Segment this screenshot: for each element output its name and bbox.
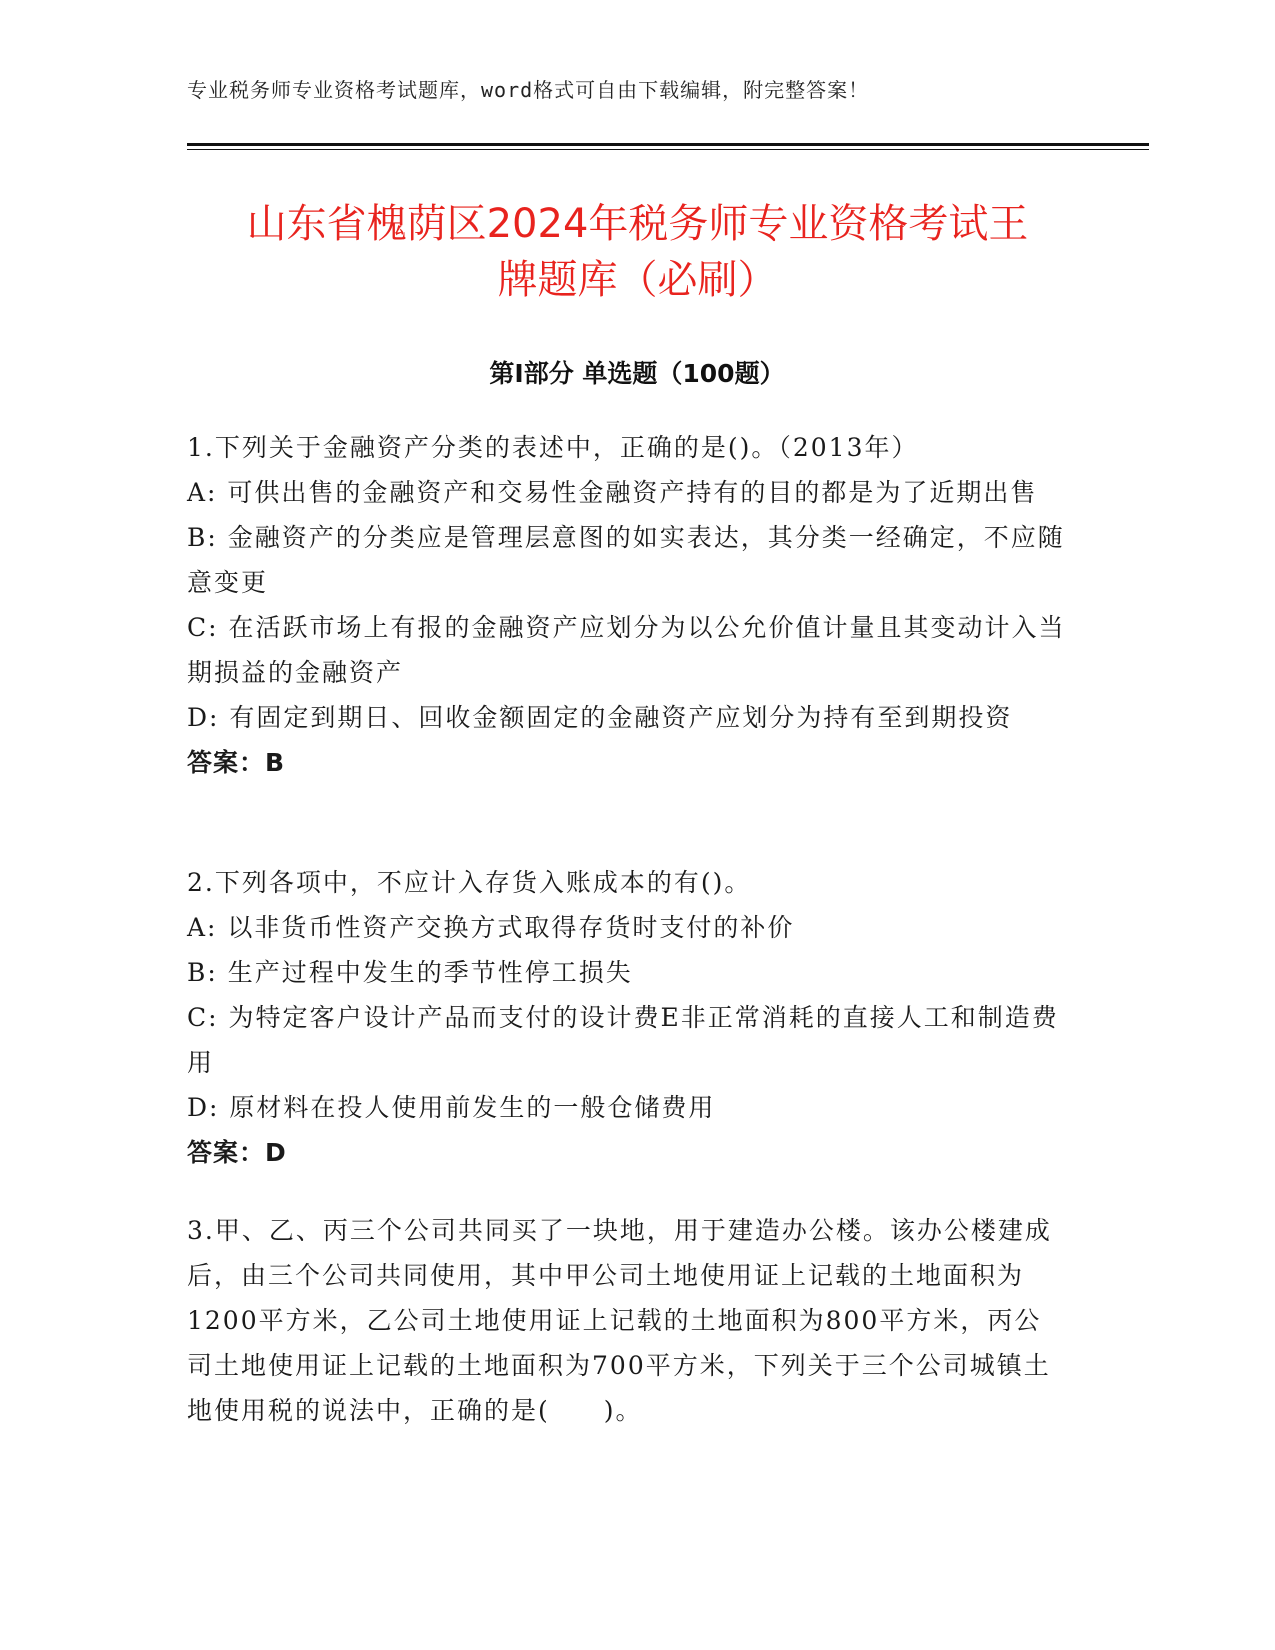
- question-3: [187, 1208, 1067, 1433]
- document-title-line-2: 牌题库（必刷）: [497, 257, 778, 303]
- option-d: D: 有固定到期日、回收金额固定的金融资产应划分为持有至到期投资: [187, 703, 1013, 732]
- option-d: D: 原材料在投人使用前发生的一般仓储费用: [187, 1093, 716, 1122]
- answer-label: 答案：D: [187, 1138, 287, 1167]
- option-a: A: 以非货币性资产交换方式取得存货时支付的补价: [187, 913, 795, 942]
- option-a: A: 可供出售的金融资产和交易性金融资产持有的目的都是为了近期出售: [187, 478, 1038, 507]
- option-b: B: 生产过程中发生的季节性停工损失: [187, 958, 633, 987]
- document-title: [160, 196, 1115, 308]
- header-note: 专业税务师专业资格考试题库，word格式可自由下载编辑，附完整答案！: [187, 78, 870, 102]
- header-divider-thin: [187, 149, 1149, 150]
- question-2: [187, 860, 1067, 1175]
- answer-label: 答案：B: [187, 748, 286, 777]
- document-title-line-1: 山东省槐荫区2024年税务师专业资格考试王: [246, 201, 1029, 247]
- question-stem: 3.甲、乙、丙三个公司共同买了一块地，用于建造办公楼。该办公楼建成后，由三个公司共同使用，其中甲公司土地使用证上记载的土地面积为1200平方米，乙公司土地使用证上记载的土地面积为800平方米，丙公司土地使用证上记载的土地面积为700平方米，下列关于三个公司城镇土地使用税的说法中，正确的是( )。: [187, 1216, 1052, 1425]
- question-stem: 1.下列关于金融资产分类的表述中，正确的是()。（2013年）: [187, 433, 919, 462]
- option-b: B: 金融资产的分类应是管理层意图的如实表达，其分类一经确定，不应随意变更: [187, 523, 1065, 597]
- question-1: [187, 425, 1067, 785]
- section-title: 第Ⅰ部分 单选题（100题）: [489, 359, 785, 388]
- option-c: C: 为特定客户设计产品而支付的设计费E非正常消耗的直接人工和制造费用: [187, 1003, 1059, 1077]
- option-c: C: 在活跃市场上有报的金融资产应划分为以公允价值计量且其变动计入当期损益的金融资产: [187, 613, 1066, 687]
- header-divider-thick: [187, 143, 1149, 146]
- question-stem: 2.下列各项中，不应计入存货入账成本的有()。: [187, 868, 752, 897]
